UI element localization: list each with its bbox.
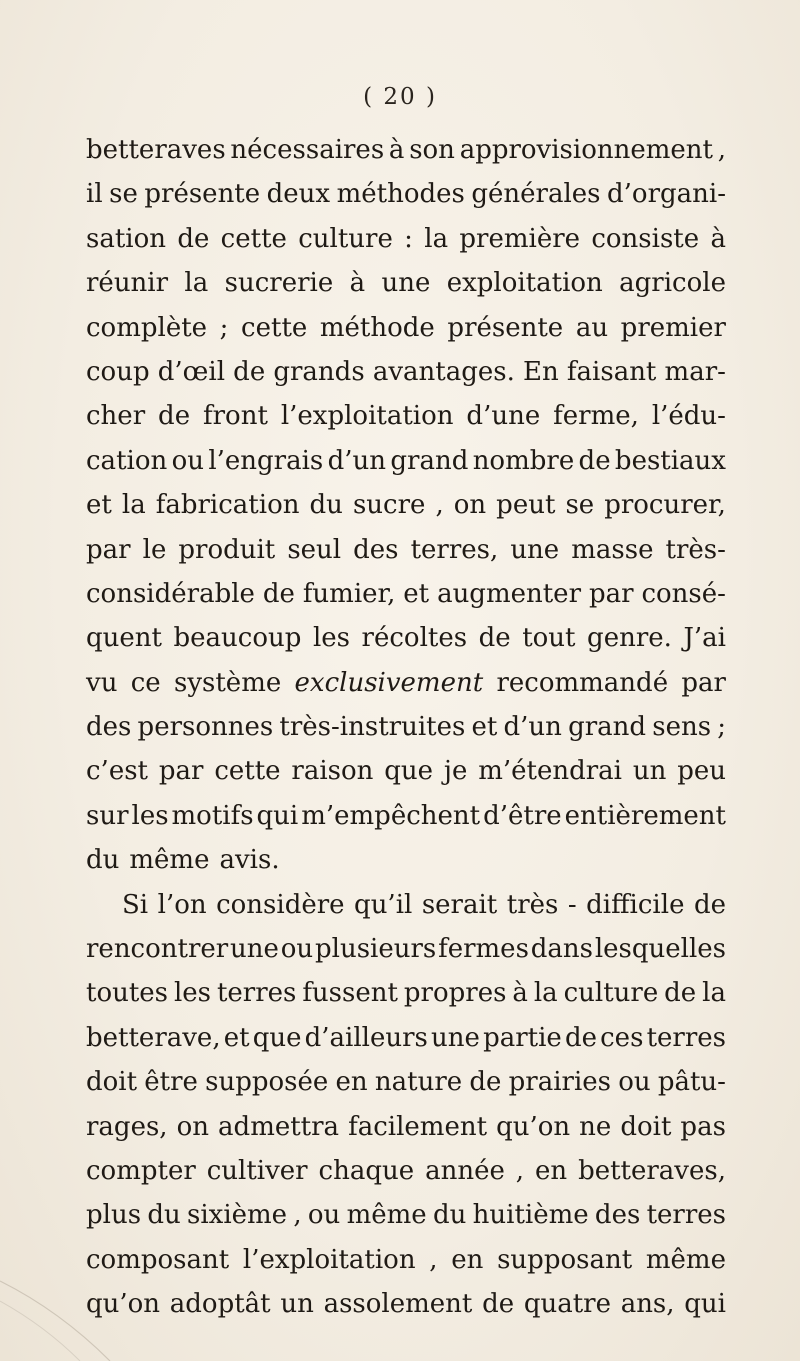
body-text [86,128,726,1327]
word: récoltes [361,623,468,654]
word: chaque [318,1155,415,1186]
word: procurer, [604,490,726,521]
text-line [86,616,726,660]
word: huitième [472,1200,589,1231]
word: cette [220,223,287,254]
word: de [564,1022,597,1053]
text-line [86,1016,726,1060]
word: les [173,978,212,1009]
word: fumier, [302,578,396,609]
word: à [388,135,405,165]
word: de [478,623,511,654]
text-line [86,572,726,616]
word: admettra [218,1111,340,1142]
word: sucre [352,490,426,521]
word: ; [717,712,726,743]
word: propres [403,978,507,1009]
text-line [86,394,726,438]
text-line [86,1105,726,1149]
word: avantages. [372,356,515,387]
word: facilement [348,1111,488,1142]
word: bestiaux [614,445,726,476]
word: même [645,1244,726,1275]
word: il [86,179,103,210]
word: Si [122,889,149,920]
word: seul [287,534,342,565]
text-line [86,172,726,216]
word: masse [571,534,654,565]
text-line [86,661,726,705]
word: d’organi- [607,179,726,210]
word: partie [483,1022,562,1053]
word: pas [680,1111,726,1142]
word: fussent [302,978,398,1009]
word: difficile [586,889,685,920]
word: de [262,578,295,609]
word: année [425,1155,505,1186]
word: ces [600,1022,644,1053]
word: l’exploitation [242,1244,416,1275]
word: quent [86,623,162,654]
word: serait [421,889,498,920]
word: générales [471,179,601,210]
word: peu [677,756,726,787]
word: de [482,1289,515,1320]
word: les [312,623,350,654]
word: de [664,978,697,1009]
word: du [147,1200,181,1231]
word: réunir [86,268,169,299]
word: ferme, [553,401,639,432]
word: de [693,889,726,920]
word: des [86,712,132,743]
text-line [86,794,726,838]
word: mar- [664,356,726,387]
word: , [293,1200,302,1231]
word: à [710,223,726,254]
word: grands [273,356,365,387]
word: un [280,1289,314,1320]
word: que [384,756,434,787]
word: à [512,978,528,1009]
word: qui [684,1289,726,1320]
word: se [565,490,595,521]
word: approvisionnement [459,135,713,165]
word: en [534,1155,568,1186]
word: de [469,1067,502,1098]
word: avis. [219,845,280,876]
word: sens [652,712,712,743]
text-line [86,128,726,172]
word: une [431,1022,480,1053]
word: qu’on [86,1289,161,1320]
word: , [515,1155,525,1186]
word: à [349,268,366,299]
word: ou [307,1200,341,1231]
word: première [459,223,581,254]
word: et [471,712,498,743]
word: consiste [591,223,700,254]
word: l’on [157,889,207,920]
text-line [86,483,726,527]
word: nécessaires [230,135,385,165]
word: supposant [497,1244,633,1275]
word: plusieurs [315,934,437,965]
word: faisant [566,356,657,387]
word: méthode [319,312,435,343]
word: très-instruites [279,712,466,743]
word: du [86,845,120,876]
word: du [309,490,343,521]
word: complète [86,312,208,343]
word: - [567,889,577,920]
text-line [86,261,726,305]
word: la [702,978,726,1009]
word: , [717,135,726,165]
word: culture [563,978,659,1009]
word: tout [522,623,576,654]
word: on [453,490,487,521]
word: des [353,534,399,565]
word: on [176,1111,210,1142]
text-line [86,705,726,749]
word: rencontrer [86,934,229,965]
word: une [510,534,560,565]
word: se [109,179,138,210]
word: terres, [410,534,499,565]
word: de [177,223,210,254]
word: de [578,445,611,476]
word: betteraves [86,135,226,165]
text-line [86,1282,726,1326]
word: très [506,889,559,920]
word: deux [266,179,331,210]
word: la [424,223,449,254]
word: genre. [587,623,672,654]
word: sur [86,800,129,831]
word: terres [646,1022,726,1053]
word: terres [646,1200,726,1231]
word: la [121,490,146,521]
word: exclusivement [294,667,484,698]
word: d’un [327,445,387,476]
word: recommandé [496,667,669,698]
text-line [86,528,726,572]
word: sucrerie [224,268,334,299]
word: ou [618,1067,651,1098]
word: composant [86,1244,230,1275]
text-line [86,1149,726,1193]
word: que [252,1022,302,1053]
word: être [144,1067,198,1098]
word: je [443,756,468,787]
text-line [86,1060,726,1104]
word: fermes [438,934,529,965]
word: exploitation [446,268,603,299]
word: cher [86,401,146,432]
text-line [86,838,726,882]
word: d’un [503,712,562,743]
word: doit [86,1067,138,1098]
word: un [632,756,667,787]
word: du [432,1200,467,1231]
word: betterave, [86,1022,221,1053]
word: de [233,356,266,387]
word: peut [496,490,556,521]
word: par [158,756,204,787]
word: m’empêchent [301,800,481,831]
word: ce [130,667,161,698]
word: d’œil [157,356,226,387]
word: considère [216,889,345,920]
word: de [158,401,191,432]
word: compter [86,1155,196,1186]
word: assolement [323,1289,473,1320]
word: : [404,223,413,254]
word: rages, [86,1111,168,1142]
word: J’ai [683,623,726,654]
word: raison [291,756,374,787]
word: qui [256,800,299,831]
word: l’exploitation [280,401,454,432]
word: beaucoup [173,623,302,654]
word: c’est [86,756,149,787]
word: agricole [619,268,726,299]
text-line [86,439,726,483]
word: coup [86,356,150,387]
word: En [523,356,559,387]
word: par [86,534,131,565]
page-corner-fold-mark [0,1271,140,1361]
word: par [681,667,726,698]
word: en [335,1067,368,1098]
word: ou [171,445,204,476]
word: ne [579,1111,612,1142]
word: toutes [86,978,169,1009]
word: culture [298,223,393,254]
word: présente [144,179,261,210]
word: en [451,1244,484,1275]
word: la [533,978,558,1009]
word: supposée [205,1067,329,1098]
word: cation [86,445,168,476]
word: grand [568,712,647,743]
word: d’ailleurs [304,1022,428,1053]
text-line [86,971,726,1015]
word: produit [178,534,276,565]
text-line [86,350,726,394]
word: des [594,1200,641,1231]
word: pâtu- [657,1067,726,1098]
word: motifs [171,800,254,831]
word: même [346,1200,427,1231]
word: nombre [472,445,575,476]
word: d’une [466,401,541,432]
word: ; [219,312,229,343]
word: le [142,534,167,565]
word: grand [390,445,469,476]
word: l’édu- [651,401,726,432]
word: sation [86,223,167,254]
word: qu’on [496,1111,571,1142]
word: dans [530,934,593,965]
word: m’étendrai [478,756,622,787]
word: augmenter [437,578,582,609]
word: considérable [86,578,255,609]
word: quatre [523,1289,611,1320]
word: ans, [620,1289,675,1320]
word: cette [214,756,281,787]
text-line [86,217,726,261]
text-line [86,1193,726,1237]
word: présente [447,312,564,343]
word: terres [216,978,297,1009]
word: méthodes [336,179,465,210]
word: fabrication [155,490,300,521]
text-line [86,306,726,350]
word: sixième [187,1200,288,1231]
text-line [86,1238,726,1282]
text-line [86,883,726,927]
word: consé- [641,578,726,609]
word: nature [374,1067,463,1098]
word: , [435,490,444,521]
word: les [131,800,169,831]
word: personnes [137,712,274,743]
word: prairies [508,1067,611,1098]
word: et [403,578,430,609]
word: entièrement [564,800,726,831]
word: qu’il [354,889,413,920]
word: cette [241,312,308,343]
word: lesquelles [594,934,726,965]
word: vu [86,667,118,698]
word: l’engrais [208,445,324,476]
page-number: ( 20 ) [363,84,437,110]
word: doit [620,1111,672,1142]
word: plus [86,1200,142,1231]
word: front [203,401,268,432]
word: une [381,268,431,299]
word: même [129,845,210,876]
text-line [86,749,726,793]
word: au [575,312,609,343]
word: par [588,578,634,609]
text-line [86,927,726,971]
word: une [230,934,279,965]
word: , [429,1244,438,1275]
word: premier [620,312,726,343]
word: et [223,1022,250,1053]
word: betteraves, [578,1155,726,1186]
word: d’être [483,800,562,831]
word: cultiver [206,1155,308,1186]
word: la [184,268,209,299]
word: système [173,667,282,698]
word: très- [665,534,726,565]
word: son [409,135,455,165]
word: ou [280,934,314,965]
word: adoptât [169,1289,271,1320]
word: et [86,490,112,521]
